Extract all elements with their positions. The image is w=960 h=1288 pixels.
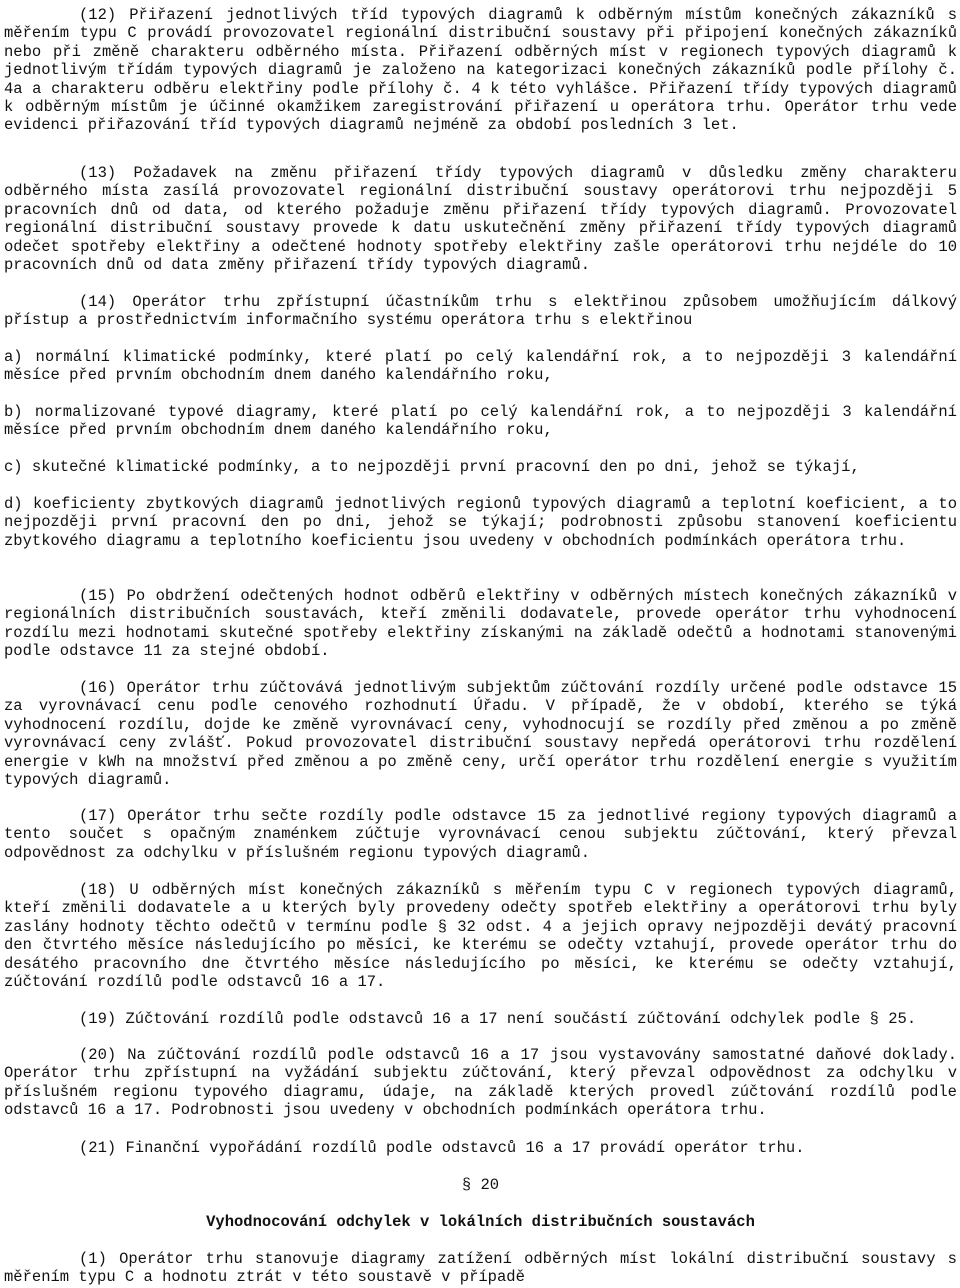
- paragraph-14-item-b: b) normalizované typové diagramy, které platí po celý kalendářní rok, a to nejpozději 3 kalendářní měsíce před prvním obchodním dnem daného kalendářního roku,: [4, 403, 957, 440]
- paragraph-15: (15) Po obdržení odečtených hodnot odběrů elektřiny v odběrných místech konečných zákazníků v regionálních distribučních soustavách, kteří změnili dodavatele, provede operátor trhu vyhodnocení rozdílu mezi hodnotami skutečné spotřeby elektřiny získanými na základě odečtů a hodnotami stanovenými podle odstavce 11 za stejné období.: [4, 587, 957, 661]
- paragraph-19: (19) Zúčtování rozdílů podle odstavců 16 a 17 není součástí zúčtování odchylek podle § 25.: [79, 1010, 917, 1028]
- paragraph-14: (14) Operátor trhu zpřístupní účastníkům trhu s elektřinou způsobem umožňujícím dálkový přístup a prostřednictvím informačního systému operátora trhu s elektřinou: [4, 293, 957, 330]
- paragraph-17: (17) Operátor trhu sečte rozdíly podle odstavce 15 za jednotlivé regiony typových diagramů a tento součet s opačným znaménkem zúčtuje vyrovnávací cenou subjektu zúčtování, který převzal odpovědnost za odchylku v příslušném regionu typových diagramů.: [4, 807, 957, 862]
- paragraph-13: (13) Požadavek na změnu přiřazení třídy typových diagramů v důsledku změny charakteru odběrného místa zasílá provozovatel regionální distribuční soustavy operátorovi trhu nejpozději 5 pracovních dnů od data, od kterého požaduje změnu přiřazení třídy typových diagramů. Provozovatel regionální distribuční soustavy provede k datu uskutečnění změny přiřazení třídy typových diagramů odečet spotřeby elektřiny a odečtené hodnoty spotřeby elektřiny zašle operátorovi trhu nejdéle do 10 pracovních dnů od data změny přiřazení třídy typových diagramů.: [4, 164, 957, 275]
- paragraph-14-item-a: a) normální klimatické podmínky, které platí po celý kalendářní rok, a to nejpozději 3 kalendářní měsíce před prvním obchodním dnem daného kalendářního roku,: [4, 348, 957, 385]
- paragraph-14-item-d: d) koeficienty zbytkových diagramů jednotlivých regionů typových diagramů a teplotní koeficient, a to nejpozději první pracovní den po dni, jehož se týkají; podrobnosti způsobu stanovení koeficientu zbytkového diagramu a teplotního koeficientu jsou uvedeny v obchodních podmínkách operátora trhu.: [4, 495, 957, 550]
- paragraph-21: (21) Finanční vypořádání rozdílů podle odstavců 16 a 17 provádí operátor trhu.: [79, 1139, 805, 1157]
- paragraph-20: (20) Na zúčtování rozdílů podle odstavců 16 a 17 jsou vystavovány samostatné daňové doklady. Operátor trhu zpřístupní na vyžádání subjektu zúčtování, který převzal odpovědnost za odchylku v příslušném regionu typového diagramu, údaje, na základě kterých provedl zúčtování rozdílů podle odstavců 16 a 17. Podrobnosti jsou uvedeny v obchodních podmínkách operátora trhu.: [4, 1046, 957, 1120]
- section-title: Vyhodnocování odchylek v lokálních distribučních soustavách: [206, 1213, 755, 1231]
- section-paragraph-1: (1) Operátor trhu stanovuje diagramy zatížení odběrných míst lokální distribuční soustavy s měřením typu C a hodnotu ztrát v této soustavě v případě: [4, 1250, 957, 1287]
- paragraph-14-item-c: c) skutečné klimatické podmínky, a to nejpozději první pracovní den po dni, jehož se týkají,: [4, 458, 860, 476]
- section-number: § 20: [461, 1176, 500, 1194]
- paragraph-18: (18) U odběrných míst konečných zákazníků s měřením typu C v regionech typových diagramů, kteří změnili dodavatele a u kterých byly provedeny odečty spotřeb elektřiny a operátorovi trhu byly zaslány hodnoty těchto odečtů v termínu podle § 32 odst. 4 a jejich opravy nejpozději devátý pracovní den čtvrtého měsíce následujícího po měsíci, ke kterému se odečty vztahují, provede operátor trhu do desátého pracovního dne čtvrtého měsíce následujícího po měsíci, ke kterému se odečty vztahují, zúčtování rozdílů podle odstavců 16 a 17.: [4, 881, 957, 992]
- paragraph-16: (16) Operátor trhu zúčtovává jednotlivým subjektům zúčtování rozdíly určené podle odstavce 15 za vyrovnávací cenu podle cenového rozhodnutí Úřadu. V případě, že v období, kterého se týká vyhodnocení rozdílu, dojde ke změně vyrovnávací ceny, vyhodnocují se rozdíly před změnou a po změně vyrovnávací ceny zvlášť. Pokud provozovatel distribuční soustavy nepředá operátorovi trhu rozdělení energie v kWh na množství před změnou a po změně ceny, určí operátor trhu rozdělení energie s využitím typových diagramů.: [4, 679, 957, 790]
- paragraph-12: (12) Přiřazení jednotlivých tříd typových diagramů k odběrným místům konečných zákazníků s měřením typu C provádí provozovatel regionální distribuční soustavy při připojení konečných zákazníků nebo při změně charakteru odběrného místa. Přiřazení odběrných míst v regionech typových diagramů k jednotlivým třídám typových diagramů je založeno na kategorizaci konečných zákazníků podle přílohy č. 4a a charakteru odběru elektřiny podle přílohy č. 4 k této vyhlášce. Přiřazení třídy typových diagramů k odběrným místům je účinné okamžikem zaregistrování přiřazení u operátora trhu. Operátor trhu vede evidenci přiřazování tříd typových diagramů nejméně za období posledních 3 let.: [4, 6, 957, 135]
